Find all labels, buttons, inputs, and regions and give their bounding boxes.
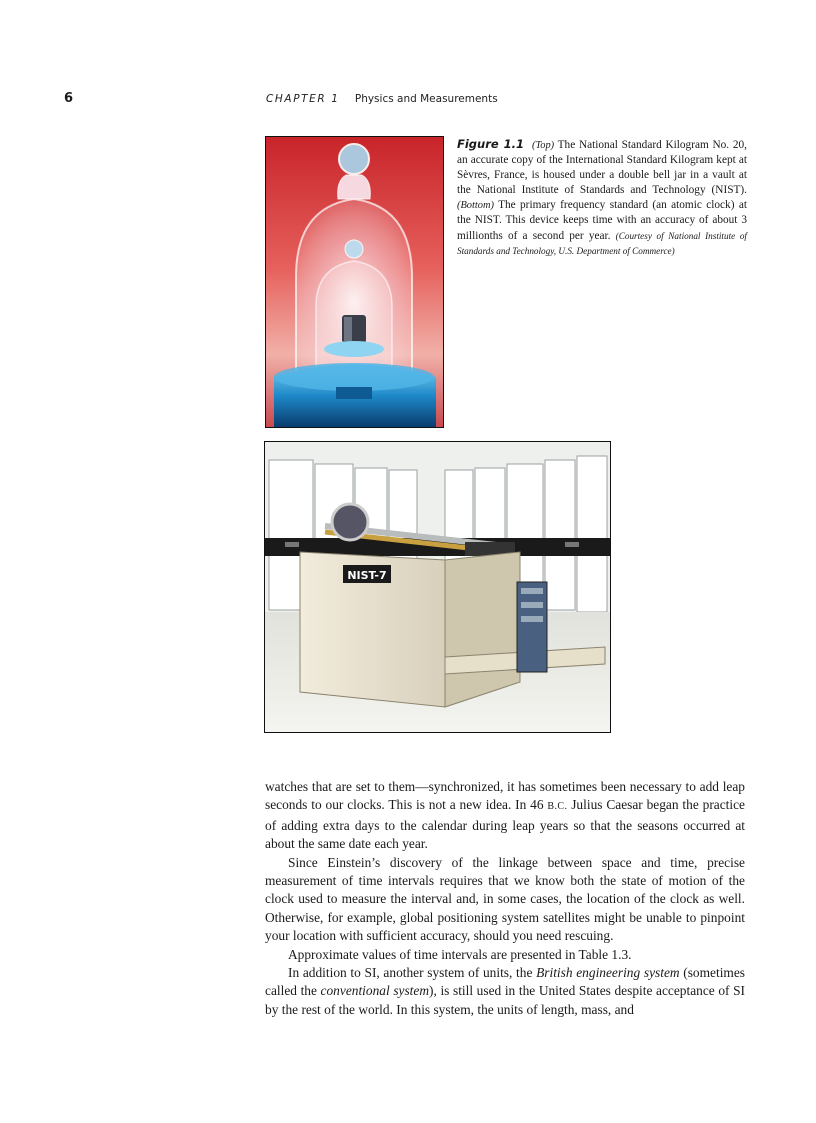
bottom-tag: (Bottom) [457,200,494,212]
text-run: Julius Caesar began the practice of adding extra days to the calendar during leap years so that the seasons occurred at about the same date each year. [265,797,745,852]
figure-caption [457,137,747,259]
photo-credit: (Courtesy of National Institute of Standards and Technology, U.S. Department of Commerce) [457,230,747,256]
term-emphasis: British engineering system [536,965,680,981]
paragraph [265,964,745,1019]
text-run: B.C. [547,801,568,813]
figure-label: Figure 1.1 [457,137,524,151]
body-text [265,778,745,1019]
chapter-label: CHAPTER 1 [266,93,340,105]
text-run: ), is still used in the United States despite acceptance of SI by the rest of the world. In this system, the units of length, mass, and [265,983,745,1017]
atomic-clock-photo [264,441,611,733]
chapter-title: Physics and Measurements [354,93,498,105]
text-run: In addition to SI, another system of units, the [288,965,537,981]
paragraph: Approximate values of time intervals are presented in Table 1.3. [288,946,632,962]
running-head [266,93,498,105]
caption-text-bottom: The primary frequency standard (an atomic clock) at the NIST. This device keeps time with an accuracy of about 3 millionths of a second per year. [457,199,747,242]
caption-text-top: The National Standard Kilogram No. 20, an accurate copy of the International Standard Kilogram kept at Sèvres, France, is housed under a double bell jar in a vault at the National Institute of Standards and Technology (NIST). [457,139,747,197]
text-run: watches that are set to them—synchronized, it has sometimes been necessary to add leap seconds to our clocks. This is not a new idea. In 46 [265,779,745,813]
page-number: 6 [64,91,74,106]
top-tag: (Top) [531,140,555,151]
nist-7-label: NIST-7 [347,569,387,582]
text-run: (sometimes called the [265,965,745,999]
paragraph: Since Einstein’s discovery of the linkage between space and time, precise measurement of time intervals requires that we know both the state of motion of the clock used to measure the interval and, in some cases, the location of the clock as well. Otherwise, for example, global positioning system satellites might be unable to pinpoint your location with sufficient accuracy, should you need rescuing. [265,854,745,944]
kilogram-bell-jar-photo [265,136,444,428]
term-emphasis: conventional system [320,983,430,999]
paragraph [265,778,745,854]
